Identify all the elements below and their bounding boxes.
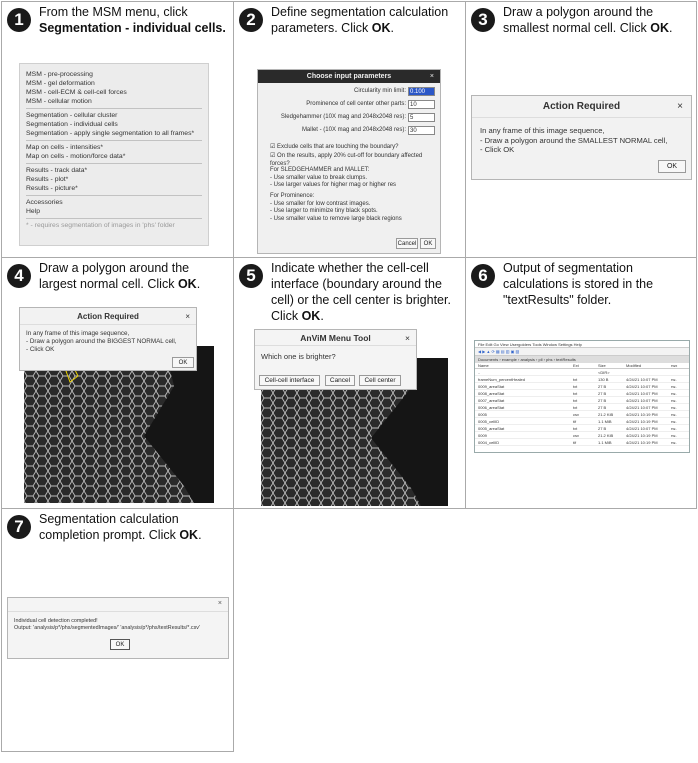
step-1-cell [1, 1, 234, 258]
file-mod: 4/24/21 10:19 PM [626, 412, 658, 417]
file-ext: txt [573, 391, 578, 396]
file-row[interactable] [475, 376, 689, 383]
file-rwx: rw- [671, 433, 677, 438]
parameters-dialog [257, 69, 441, 254]
file-rwx: rw- [671, 426, 677, 431]
ok-button[interactable]: OK [420, 238, 436, 249]
menu-item[interactable]: Results - picture* [26, 185, 78, 192]
file-name: 0006_areaStat [478, 405, 505, 410]
menu-separator [26, 163, 202, 164]
param-label: Mallet - (10X mag and 2048x2048 res): [301, 127, 406, 133]
cutoff-checkbox[interactable]: ☑ On the results, apply 20% cut-off for boundary affected forces? [270, 153, 423, 167]
step-7-cell [1, 508, 234, 752]
file-mod: 4/24/21 10:07 PM [626, 405, 658, 410]
ok-button[interactable]: OK [658, 160, 686, 173]
close-icon[interactable]: × [217, 600, 222, 607]
dialog-message: Individual cell detection completed! Output: 'analysis/p*/phs/segmentedImages/' 'analysis/p*/phs/textResults/*.csv' [14, 618, 200, 631]
action-required-dialog [19, 307, 197, 371]
step-number-badge: 3 [471, 8, 495, 32]
file-ext: txt [573, 384, 578, 389]
file-name: 0004_cellID [478, 440, 500, 445]
cancel-button[interactable]: Cancel [396, 238, 418, 249]
menu-item[interactable]: Map on cells - motion/force data* [26, 153, 126, 160]
step-number-badge: 4 [7, 264, 31, 288]
file-row[interactable] [475, 439, 689, 446]
dialog-question: Which one is brighter? [261, 352, 336, 361]
param-label: Sledgehammer (10X mag and 2048x2048 res): [280, 114, 406, 120]
file-size: 1.1 MiB [598, 440, 612, 445]
file-size: <DIR> [598, 370, 610, 375]
file-size: 27 B [598, 384, 607, 389]
mallet-input[interactable]: 30 [408, 126, 435, 135]
prominence-input[interactable]: 10 [408, 100, 435, 109]
menu-item[interactable]: Segmentation - cellular cluster [26, 112, 118, 119]
file-manager-window [474, 340, 690, 453]
dialog-title: Action Required × [20, 308, 196, 325]
step-instruction: Segmentation calculation completion prompt. Click OK. [39, 512, 202, 542]
file-size: 21.2 KiB [598, 433, 614, 438]
file-ext: csv [573, 433, 579, 438]
dialog-title: AnViM Menu Tool × [255, 330, 416, 346]
menu-footnote: * - requires segmentation of images in 'phs' folder [26, 222, 175, 229]
step-2-cell [233, 1, 466, 258]
menu-item-segmentation-individual[interactable]: Segmentation - individual cells [26, 121, 118, 128]
file-rwx: rw- [671, 384, 677, 389]
file-name: .. [478, 370, 481, 375]
file-ext: csv [573, 412, 579, 417]
file-name: 0005 [478, 412, 487, 417]
file-row[interactable] [475, 397, 689, 404]
file-ext: tif [573, 440, 577, 445]
menu-item[interactable]: Map on cells - intensities* [26, 144, 104, 151]
file-name: 0005_areaStat [478, 426, 505, 431]
menu-item[interactable]: Results - plot* [26, 176, 69, 183]
close-icon[interactable]: × [405, 333, 410, 343]
file-name: 0009 [478, 433, 487, 438]
step-instruction: Output of segmentation calculations is stored in the "textResults" folder. [503, 261, 654, 307]
cell-cell-interface-button[interactable]: Cell-cell interface [259, 375, 320, 386]
menu-item[interactable]: Segmentation - apply single segmentation to all frames* [26, 130, 195, 137]
step-number-badge: 1 [7, 8, 31, 32]
file-mod: 4/24/21 10:07 PM [626, 426, 658, 431]
file-name: 0005_cellID [478, 419, 500, 424]
file-mod: 4/24/21 10:19 PM [626, 419, 658, 424]
step-6-cell [465, 257, 697, 509]
file-mod: 4/24/21 10:19 PM [626, 440, 658, 445]
ok-button[interactable]: OK [172, 357, 194, 368]
file-rwx: rw- [671, 398, 677, 403]
menu-separator [26, 140, 202, 141]
step-4-cell [1, 257, 234, 509]
dialog-title: Action Required × [472, 96, 691, 118]
file-row[interactable] [475, 432, 689, 439]
step-instruction: Indicate whether the cell-cell interface (boundary around the cell) or the cell center is brighter. Click OK. [271, 261, 451, 323]
file-mod: 4/24/21 10:07 PM [626, 391, 658, 396]
file-list [475, 369, 689, 446]
file-ext: txt [573, 405, 578, 410]
dialog-title: Choose input parameters × [258, 70, 440, 83]
dialog-message: In any frame of this image sequence, - Draw a polygon around the BIGGEST NORMAL cell, - Click OK [26, 330, 177, 353]
file-row[interactable] [475, 369, 689, 376]
file-ext [573, 369, 598, 375]
step-number-badge: 2 [239, 8, 263, 32]
cancel-button[interactable]: Cancel [325, 375, 355, 386]
file-rwx: rw- [671, 412, 677, 417]
param-label: Prominence of cell center other parts: [306, 101, 406, 107]
step-5-cell [233, 257, 466, 509]
menu-separator [26, 108, 202, 109]
file-size: 27 B [598, 426, 607, 431]
dialog-title-bar [8, 598, 228, 612]
file-size: 27 B [598, 391, 607, 396]
menu-separator [26, 195, 202, 196]
toolbar[interactable]: ◀ ▶ ▲ ⟳ ▦ ▤ ▥ ▣ ▧ [475, 348, 689, 356]
cell-center-button[interactable]: Cell center [359, 375, 401, 386]
file-row[interactable] [475, 418, 689, 425]
file-rwx: rw- [671, 440, 677, 445]
step-3-cell [465, 1, 697, 258]
menu-separator [26, 218, 202, 219]
close-icon[interactable]: × [429, 73, 434, 80]
file-size: 27 B [598, 405, 607, 410]
dialog-message: In any frame of this image sequence, - Draw a polygon around the SMALLEST NORMAL cell, - Click OK [480, 126, 668, 154]
step-instruction: Draw a polygon around the smallest normal cell. Click OK. [503, 5, 673, 35]
file-mod [626, 369, 671, 375]
file-row[interactable] [475, 425, 689, 432]
file-mod: 4/24/21 10:07 PM [626, 377, 658, 382]
menu-item[interactable]: MSM - cell-ECM & cell-cell forces [26, 89, 127, 96]
file-mod: 4/24/21 10:07 PM [626, 384, 658, 389]
menu-item[interactable]: MSM - cellular motion [26, 98, 92, 105]
file-rwx: rw- [671, 405, 677, 410]
menu-item[interactable]: Help [26, 208, 40, 215]
file-rwx: rw- [671, 391, 677, 396]
file-size: 27 B [598, 398, 607, 403]
msm-menu [19, 63, 209, 246]
file-ext: txt [573, 426, 578, 431]
help-text-prominence: For Prominence: - Use smaller for low contrast images. - Use larger to minimize tiny black spots. - Use smaller value to remove large black regions [270, 193, 402, 222]
file-ext: txt [573, 377, 578, 382]
file-ext: txt [573, 398, 578, 403]
help-text-sledgehammer: For SLEDGEHAMMER and MALLET: - Use smaller value to break clumps. - Use larger values for higher mag or higher res [270, 167, 397, 188]
close-icon[interactable]: × [677, 101, 683, 112]
file-name: frameNum_percentHealed [478, 377, 525, 382]
anvim-menu-tool-dialog [254, 329, 417, 390]
step-number-badge: 5 [239, 264, 263, 288]
step-number-badge: 6 [471, 264, 495, 288]
step-number-badge: 7 [7, 515, 31, 539]
file-size: 21.2 KiB [598, 412, 614, 417]
file-name: 0007_areaStat [478, 398, 505, 403]
file-row[interactable] [475, 411, 689, 418]
step-instruction: Define segmentation calculation parameters. Click OK. [271, 5, 449, 35]
file-ext: tif [573, 419, 577, 424]
ok-button[interactable]: OK [110, 639, 130, 650]
step-instruction: Draw a polygon around the largest normal cell. Click OK. [39, 261, 201, 291]
completion-dialog [7, 597, 229, 659]
exclude-boundary-checkbox[interactable]: ☑ Exclude cells that are touching the boundary? [270, 144, 399, 150]
path-bar[interactable]: Documents › example › analysis › pll › phs › textResults [475, 356, 689, 363]
menu-item[interactable]: Accessories [26, 199, 63, 206]
action-required-dialog [471, 95, 692, 180]
file-row[interactable] [475, 404, 689, 411]
file-row[interactable] [475, 390, 689, 397]
file-mod: 4/24/21 10:19 PM [626, 433, 658, 438]
step-instruction: From the MSM menu, click Segmentation - individual cells. [39, 5, 226, 35]
close-icon[interactable]: × [185, 312, 190, 321]
file-size: 130 B [598, 377, 609, 382]
file-name: 0009_areaStat [478, 384, 505, 389]
file-row[interactable] [475, 383, 689, 390]
file-name: 0008_areaStat [478, 391, 505, 396]
column-headers: Name Ext Size Modified rwx [475, 363, 689, 369]
menu-bar[interactable]: File Edit Go View Usergolders Tools Window Settings Help [475, 341, 689, 348]
file-mod: 4/24/21 10:07 PM [626, 398, 658, 403]
file-rwx: rw- [671, 377, 677, 382]
file-size: 1.1 MiB [598, 419, 612, 424]
circularity-input[interactable]: 0.100 [408, 87, 435, 96]
menu-item[interactable]: MSM - gel deformation [26, 80, 95, 87]
param-label: Circularity min limit: [353, 88, 406, 94]
file-rwx: rw- [671, 419, 677, 424]
menu-item[interactable]: MSM - pre-processing [26, 71, 93, 78]
sledgehammer-input[interactable]: 5 [408, 113, 435, 122]
menu-item[interactable]: Results - track data* [26, 167, 88, 174]
